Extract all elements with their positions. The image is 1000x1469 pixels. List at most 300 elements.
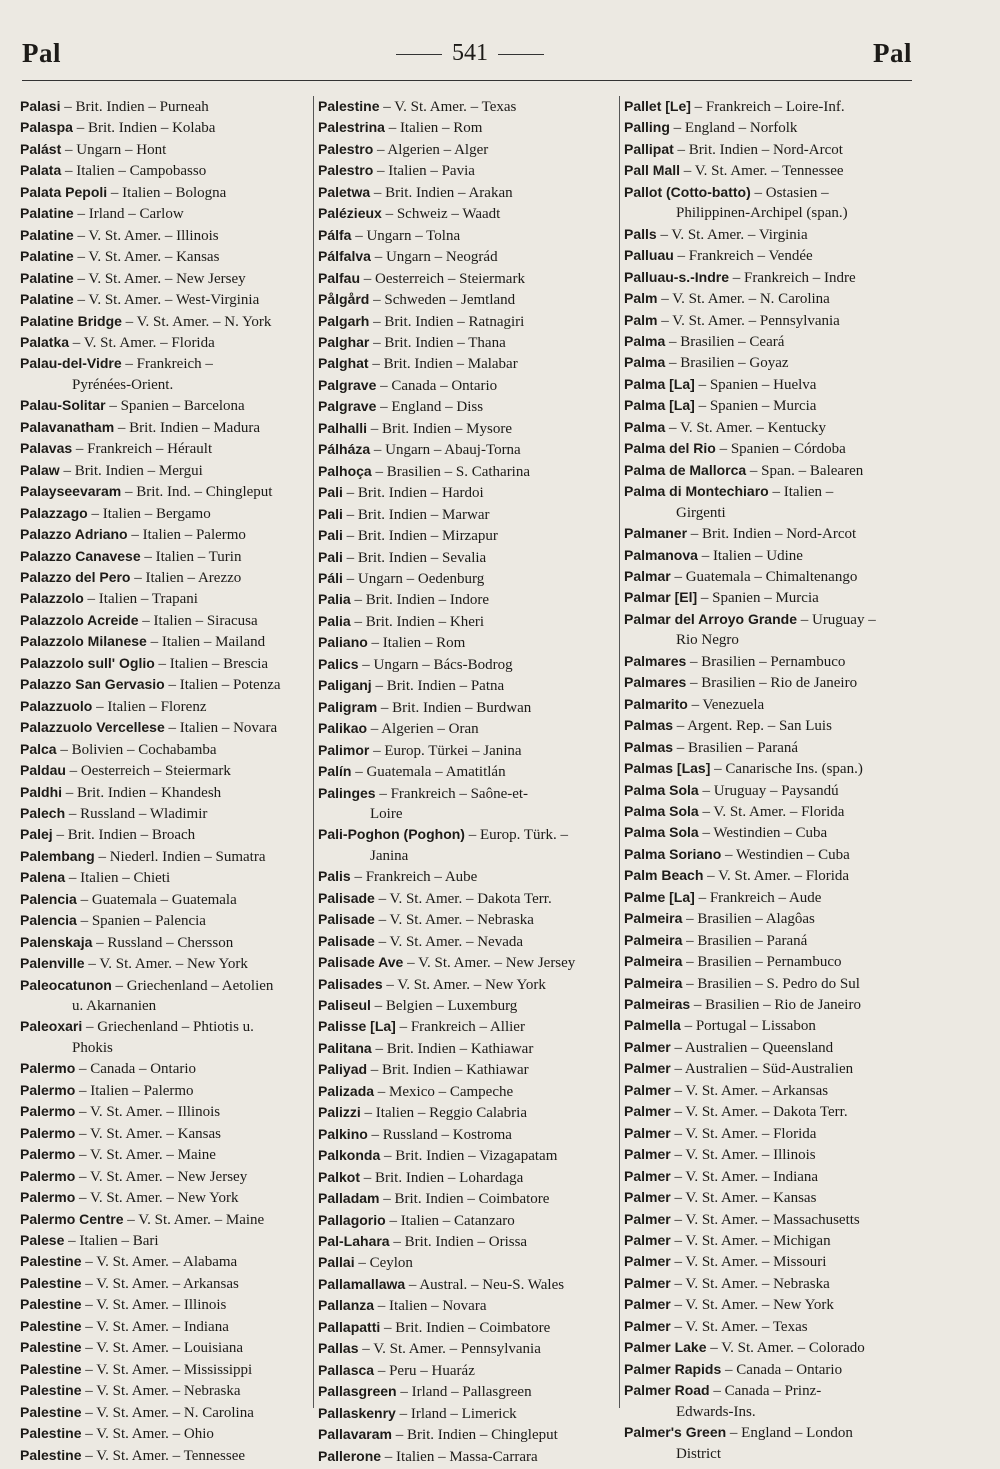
- gazetteer-entry: [624, 908, 920, 929]
- entry-location: – V. St. Amer. – West-Virginia: [73, 292, 260, 309]
- entry-headword: Palma Soriano: [624, 845, 722, 862]
- entry-headword: Pallapatti: [318, 1318, 381, 1335]
- entry-headword: Palatine Bridge: [20, 312, 122, 329]
- entry-headword: Palma: [624, 418, 666, 435]
- gazetteer-entry: [20, 1316, 316, 1337]
- gazetteer-entry: [318, 418, 614, 439]
- entry-headword: Palena: [20, 869, 66, 886]
- entry-headword: Palisade: [318, 911, 375, 928]
- entry-headword: Palermo: [20, 1060, 76, 1077]
- entry-location: – Italien – Rom: [384, 120, 483, 137]
- entry-headword: Palermo: [20, 1081, 76, 1098]
- entry-location: – V. St. Amer. – Kentucky: [665, 419, 826, 436]
- gazetteer-column-3: [624, 96, 920, 1464]
- entry-location: – V. St. Amer. – New Jersey: [75, 1168, 248, 1185]
- entry-location: – V. St. Amer. – Alabama: [81, 1254, 238, 1271]
- entry-headword: Palmeira: [624, 974, 683, 991]
- entry-headword: Palenskaja: [20, 933, 93, 950]
- entry-location: – Griechenland – Phtiotis u.: [82, 1019, 254, 1036]
- gazetteer-entry: [20, 524, 316, 545]
- gazetteer-entry: [318, 182, 614, 203]
- gazetteer-entry: [624, 331, 920, 352]
- gazetteer-entry: [624, 1380, 920, 1422]
- gazetteer-entry: [624, 245, 920, 266]
- gazetteer-entry: [624, 1058, 920, 1079]
- page-number: [380, 40, 560, 67]
- entry-headword: Palestine: [20, 1253, 82, 1270]
- entry-location: – Italien – Massa-Carrara: [381, 1448, 538, 1465]
- entry-location: – V. St. Amer. – New York: [382, 976, 546, 993]
- entry-headword: Palmer Rapids: [624, 1360, 722, 1377]
- entry-headword: Palestine: [20, 1382, 82, 1399]
- entry-headword: Palkot: [318, 1168, 361, 1185]
- gazetteer-entry: [624, 672, 920, 693]
- entry-headword: Palmer: [624, 1296, 671, 1313]
- entry-headword: Palls: [624, 225, 657, 242]
- page-header: [0, 0, 1000, 90]
- gazetteer-entry: [20, 182, 316, 203]
- entry-headword: Palestine: [20, 1296, 82, 1313]
- gazetteer-entry: [20, 117, 316, 138]
- entry-location: – Belgien – Luxemburg: [370, 998, 518, 1015]
- entry-headword: Palencia: [20, 890, 77, 907]
- entry-location: – V. St. Amer. – Kansas: [75, 1125, 221, 1142]
- gazetteer-entry: [624, 1101, 920, 1122]
- gazetteer-entry: [20, 760, 316, 781]
- entry-headword: Palmares: [624, 652, 687, 669]
- gazetteer-entry: [20, 867, 316, 888]
- entry-headword: Pallagorio: [318, 1211, 386, 1228]
- entry-location: – V. St. Amer. – Nebraska: [374, 912, 534, 929]
- gazetteer-entry: [20, 546, 316, 567]
- entry-location: – Brasilien – Ceará: [665, 333, 785, 350]
- gazetteer-entry: [20, 1402, 316, 1423]
- gazetteer-entry: [624, 1251, 920, 1272]
- gazetteer-entry: [318, 525, 614, 546]
- gazetteer-entry: [624, 1422, 920, 1464]
- entry-headword: Palmares: [624, 674, 687, 691]
- entry-headword: Palkino: [318, 1125, 368, 1142]
- gazetteer-entry: [20, 932, 316, 953]
- entry-location: – Brit. Indien – Arakan: [370, 184, 513, 201]
- entry-location: – V. St. Amer. – Arkansas: [81, 1275, 239, 1292]
- gazetteer-entry: [318, 974, 614, 995]
- entry-headword: Palisade: [318, 889, 375, 906]
- entry-headword: Palma Sola: [624, 802, 699, 819]
- entry-headword: Palazzuolo: [20, 697, 93, 714]
- entry-location: – Brasilien – Paraná: [682, 932, 808, 949]
- entry-location: – Ungarn – Hont: [61, 141, 167, 158]
- entry-continuation: Philippinen-Archipel (span.): [676, 205, 848, 222]
- entry-location: – Europ. Türk. –: [464, 827, 569, 844]
- entry-location: – Frankreich – Aude: [694, 889, 822, 906]
- entry-location: – Italien – Rom: [367, 635, 466, 652]
- entry-headword: Palermo: [20, 1167, 76, 1184]
- entry-location: – Brit. Ind. – Chingleput: [121, 484, 273, 501]
- gazetteer-entry: [624, 1209, 920, 1230]
- entry-headword: Paliseul: [318, 997, 371, 1014]
- gazetteer-entry: [20, 460, 316, 481]
- gazetteer-entry: [318, 268, 614, 289]
- entry-location: – Schweden – Jemtland: [369, 292, 516, 309]
- gazetteer-entry: [318, 160, 614, 181]
- entry-location: – Canada – Prinz-: [709, 1383, 822, 1400]
- gazetteer-column-1: [20, 96, 316, 1466]
- entry-headword: Palisse [La]: [318, 1018, 396, 1035]
- gazetteer-entry: [624, 352, 920, 373]
- entry-location: – Brit. Indien – Kathiawar: [371, 1040, 534, 1057]
- entry-headword: Pallasca: [318, 1361, 375, 1378]
- entry-headword: Pálfalva: [318, 248, 371, 265]
- entry-headword: Palau-Solitar: [20, 397, 106, 414]
- gazetteer-entry: [624, 545, 920, 566]
- gazetteer-entry: [624, 1080, 920, 1101]
- entry-headword: Palhoça: [318, 462, 372, 479]
- entry-location: – Frankreich – Aube: [350, 869, 478, 886]
- entry-headword: Palestrina: [318, 119, 385, 136]
- entry-headword: Palics: [318, 655, 359, 672]
- entry-location: – Brit. Indien – Kolaba: [72, 120, 216, 137]
- gazetteer-entry: [624, 1166, 920, 1187]
- gazetteer-entry: [20, 225, 316, 246]
- entry-location: – Italien – Udine: [697, 547, 803, 564]
- entry-headword: Palm: [624, 311, 658, 328]
- entry-headword: Pallot (Cotto-batto): [624, 183, 751, 200]
- gazetteer-entry: [624, 117, 920, 138]
- gazetteer-entry: [318, 482, 614, 503]
- entry-headword: Palmas [Las]: [624, 760, 711, 777]
- entry-headword: Palasi: [20, 98, 61, 114]
- entry-location: – Italien – Bologna: [107, 184, 227, 201]
- entry-headword: Palermo: [20, 1189, 76, 1206]
- entry-headword: Palmer: [624, 1167, 671, 1184]
- entry-headword: Palermo: [20, 1124, 76, 1141]
- gazetteer-entry: [318, 931, 614, 952]
- entry-headword: Pali-Poghon (Poghon): [318, 826, 465, 843]
- entry-headword: Palestine: [20, 1317, 82, 1334]
- entry-location: – V. St. Amer. – N. Carolina: [81, 1404, 254, 1421]
- entry-headword: Palatine: [20, 205, 74, 222]
- entry-headword: Palavanatham: [20, 418, 115, 435]
- entry-headword: Pali: [318, 505, 343, 522]
- gazetteer-entry: [624, 801, 920, 822]
- entry-headword: Palinges: [318, 784, 376, 801]
- entry-location: – Brit. Indien – Burdwan: [377, 699, 532, 716]
- entry-headword: Palimor: [318, 741, 370, 758]
- entry-headword: Palisade Ave: [318, 954, 404, 971]
- gazetteer-entry: [624, 609, 920, 651]
- entry-continuation: Pyrénées-Orient.: [72, 376, 174, 393]
- entry-location: – Guatemala – Guatemala: [76, 891, 237, 908]
- entry-headword: Pallamallawa: [318, 1275, 406, 1292]
- entry-headword: Palestine: [20, 1446, 82, 1463]
- gazetteer-entry: [318, 1338, 614, 1359]
- gazetteer-entry: [624, 460, 920, 481]
- entry-location: – V. St. Amer. – Indiana: [81, 1318, 229, 1335]
- entry-headword: Palluau: [624, 247, 674, 264]
- gazetteer-entry: [318, 675, 614, 696]
- gazetteer-entry: [20, 1144, 316, 1165]
- gazetteer-entry: [624, 267, 920, 288]
- gazetteer-entry: [318, 654, 614, 675]
- entry-location: – Spanien – Murcia: [694, 398, 817, 415]
- entry-location: – Italien – Pavia: [373, 163, 475, 180]
- gazetteer-entry: [624, 822, 920, 843]
- gazetteer-entry: [20, 782, 316, 803]
- gazetteer-entry: [624, 395, 920, 416]
- entry-headword: Palazzolo: [20, 590, 84, 607]
- gazetteer-entry: [318, 96, 614, 117]
- gazetteer-entry: [318, 1145, 614, 1166]
- entry-headword: Palestine: [20, 1360, 82, 1377]
- entry-location: – Spanien – Murcia: [697, 590, 819, 607]
- entry-location: – Italien – Catanzaro: [385, 1212, 515, 1229]
- entry-location: – Frankreich – Saône-et-: [375, 785, 529, 802]
- gazetteer-entry: [624, 1144, 920, 1165]
- gazetteer-entry: [624, 1230, 920, 1251]
- entry-location: – Oesterreich – Steiermark: [360, 270, 525, 287]
- entry-location: – Spanien – Huelva: [694, 376, 817, 393]
- entry-headword: Palazzolo Acreide: [20, 611, 139, 628]
- entry-location: – V. St. Amer. – New Jersey: [73, 270, 246, 287]
- gazetteer-entry: [318, 547, 614, 568]
- entry-headword: Pallasgreen: [318, 1383, 397, 1400]
- entry-location: – Europ. Türkei – Janina: [369, 742, 522, 759]
- entry-headword: Palitana: [318, 1039, 372, 1056]
- gazetteer-entry: [318, 139, 614, 160]
- entry-headword: Palese: [20, 1232, 65, 1249]
- entry-location: – V. St. Amer. – Illinois: [73, 227, 219, 244]
- gazetteer-entry: [20, 1166, 316, 1187]
- gazetteer-entry: [20, 610, 316, 631]
- entry-location: – Mexico – Campeche: [374, 1083, 514, 1100]
- gazetteer-entry: [318, 439, 614, 460]
- entry-location: – Brit. Indien – Madura: [114, 419, 260, 436]
- entry-headword: Palmer Lake: [624, 1339, 707, 1356]
- entry-headword: Paliyad: [318, 1061, 368, 1078]
- entry-headword: Palkonda: [318, 1147, 381, 1164]
- gazetteer-entry: [318, 117, 614, 138]
- entry-headword: Palling: [624, 119, 670, 136]
- entry-location: – V. St. Amer. – Mississippi: [81, 1361, 253, 1378]
- gazetteer-entry: [20, 1080, 316, 1101]
- entry-location: – England – London: [726, 1425, 853, 1442]
- gazetteer-entry: [318, 1252, 614, 1273]
- entry-headword: Palghat: [318, 355, 369, 372]
- entry-location: – Schweiz – Waadt: [381, 206, 501, 223]
- gazetteer-entry: [318, 1210, 614, 1231]
- entry-location: – Brit. Indien – Purneah: [60, 99, 209, 115]
- entry-headword: Paleocatunon: [20, 976, 112, 993]
- entry-location: – Brit. Indien – Marwar: [342, 506, 490, 523]
- entry-location: – Uruguay – Paysandú: [698, 782, 839, 799]
- entry-location: – Griechenland – Aetolien: [111, 977, 274, 994]
- entry-location: – V. St. Amer. – Pennsylvania: [358, 1341, 541, 1358]
- entry-headword: Palme [La]: [624, 888, 695, 905]
- entry-headword: Palmaner: [624, 525, 688, 542]
- entry-location: – Italien – Potenza: [164, 677, 281, 694]
- entry-location: – Peru – Huaráz: [374, 1362, 475, 1379]
- entry-headword: Paliano: [318, 634, 368, 651]
- gazetteer-entry: [318, 461, 614, 482]
- gazetteer-entry: [20, 1251, 316, 1272]
- entry-location: – Brasilien – Rio de Janeiro: [686, 675, 858, 692]
- entry-headword: Palladam: [318, 1190, 380, 1207]
- entry-headword: Palmar: [624, 567, 671, 584]
- entry-headword: Palazzago: [20, 504, 88, 521]
- entry-headword: Palermo: [20, 1103, 76, 1120]
- entry-headword: Palizzi: [318, 1104, 361, 1121]
- entry-headword: Palhalli: [318, 419, 368, 436]
- entry-location: – V. St. Amer. – Dakota Terr.: [374, 890, 552, 907]
- entry-headword: Palech: [20, 804, 66, 821]
- gazetteer-entry: [20, 139, 316, 160]
- gazetteer-entry: [318, 375, 614, 396]
- entry-headword: Palghar: [318, 333, 370, 350]
- gazetteer-entry: [318, 396, 614, 417]
- gazetteer-entry: [624, 994, 920, 1015]
- entry-headword: Pålgård: [318, 291, 370, 308]
- entry-location: – V. St. Amer. – Kansas: [73, 249, 220, 266]
- entry-headword: Palmeiras: [624, 996, 691, 1013]
- entry-location: – Brit. Indien – Ratnagiri: [369, 313, 525, 330]
- entry-location: – Australien – Süd-Australien: [670, 1061, 854, 1078]
- entry-location: – Frankreich – Indre: [729, 269, 856, 286]
- entry-headword: Pallipat: [624, 140, 674, 157]
- entry-location: – Canada – Ontario: [376, 377, 498, 394]
- entry-location: – Brasilien – Pernambuco: [682, 954, 842, 971]
- gazetteer-entry: [318, 888, 614, 909]
- entry-headword: Paldau: [20, 762, 66, 779]
- entry-headword: Páli: [318, 569, 343, 586]
- gazetteer-entry: [624, 1294, 920, 1315]
- entry-location: – Italien – Trapani: [83, 591, 198, 608]
- gazetteer-entry: [318, 568, 614, 589]
- gazetteer-entry: [318, 289, 614, 310]
- entry-location: – Brit. Indien – Lohardaga: [360, 1169, 524, 1186]
- entry-headword: Palayseevaram: [20, 483, 122, 500]
- entry-headword: Palmer: [624, 1189, 671, 1206]
- gazetteer-entry: [318, 740, 614, 761]
- gazetteer-entry: [20, 1016, 316, 1058]
- gazetteer-entry: [20, 1187, 316, 1208]
- entry-headword: Palmas: [624, 717, 674, 734]
- entry-location: – V. St. Amer. – Florida: [670, 1125, 817, 1142]
- gazetteer-entry: [318, 311, 614, 332]
- entry-continuation: Phokis: [72, 1039, 113, 1056]
- gazetteer-entry: [20, 696, 316, 717]
- gazetteer-entry: [20, 803, 316, 824]
- entry-headword: Pallanza: [318, 1297, 375, 1314]
- gazetteer-entry: [624, 587, 920, 608]
- gazetteer-entry: [624, 951, 920, 972]
- entry-location: – V. St. Amer. – Illinois: [75, 1104, 221, 1121]
- entry-location: – V. St. Amer. – Louisiana: [81, 1340, 244, 1357]
- entry-continuation: Janina: [370, 847, 409, 864]
- entry-location: – Ungarn – Tolna: [351, 227, 461, 244]
- entry-location: – V. St. Amer. – Texas: [379, 99, 517, 115]
- running-head-left: Pal: [22, 38, 61, 68]
- gazetteer-entry: [624, 139, 920, 160]
- entry-location: – Brit. Indien – Coimbatore: [380, 1319, 551, 1336]
- entry-continuation: Rio Negro: [676, 632, 739, 649]
- entry-continuation: District: [676, 1445, 721, 1462]
- gazetteer-entry: [20, 481, 316, 502]
- gazetteer-entry: [20, 1273, 316, 1294]
- entry-location: – V. St. Amer. – New York: [84, 956, 248, 973]
- entry-headword: Palgrave: [318, 398, 377, 415]
- entry-location: – Russland – Kostroma: [367, 1126, 512, 1143]
- entry-headword: Palazzo San Gervasio: [20, 676, 165, 693]
- gazetteer-entry: [318, 632, 614, 653]
- entry-location: – Brit. Indien – Vizagapatam: [380, 1148, 558, 1165]
- entry-headword: Paldhi: [20, 783, 63, 800]
- entry-location: – V. St. Amer. – New Jersey: [403, 955, 576, 972]
- entry-headword: Palaspa: [20, 119, 73, 136]
- gazetteer-entry: [318, 718, 614, 739]
- entry-location: – Brit. Indien – Kheri: [350, 613, 485, 630]
- entry-location: – V. St. Amer. – Michigan: [670, 1233, 831, 1250]
- gazetteer-entry: [624, 1337, 920, 1358]
- entry-headword: Palmer Road: [624, 1382, 710, 1399]
- entry-location: – Venezuela: [687, 696, 765, 713]
- entry-headword: Palmer: [624, 1317, 671, 1334]
- gazetteer-entry: [20, 631, 316, 652]
- entry-headword: Palisade: [318, 932, 375, 949]
- entry-continuation: Edwards-Ins.: [676, 1403, 756, 1420]
- entry-headword: Palestine: [318, 98, 380, 114]
- entry-headword: Palembang: [20, 847, 95, 864]
- entry-headword: Palia: [318, 612, 351, 629]
- gazetteer-entry: [20, 417, 316, 438]
- entry-location: – V. St. Amer. – Virginia: [656, 226, 808, 243]
- gazetteer-entry: [624, 865, 920, 886]
- entry-location: – V. St. Amer. – Tennessee: [680, 163, 844, 180]
- gazetteer-entry: [20, 846, 316, 867]
- entry-location: – Spanien – Barcelona: [105, 398, 245, 415]
- entry-continuation: Loire: [370, 805, 403, 822]
- entry-location: – Frankreich – Hérault: [72, 441, 213, 458]
- entry-location: – Brit. Indien – Mirzapur: [342, 528, 498, 545]
- entry-location: – V. St. Amer. – Missouri: [670, 1254, 827, 1271]
- entry-headword: Palmar del Arroyo Grande: [624, 610, 797, 627]
- entry-headword: Palm Beach: [624, 867, 704, 884]
- entry-headword: Palikao: [318, 720, 368, 737]
- entry-headword: Pali: [318, 527, 343, 544]
- gazetteer-column-2: [318, 96, 614, 1467]
- gazetteer-entry: [20, 1058, 316, 1079]
- entry-location: – Italien – Mailand: [146, 634, 266, 651]
- gazetteer-entry: [20, 1337, 316, 1358]
- entry-location: – Ungarn – Abauj-Torna: [370, 442, 521, 459]
- entry-headword: Palatine: [20, 269, 74, 286]
- entry-headword: Paletwa: [318, 183, 371, 200]
- gazetteer-entry: [318, 225, 614, 246]
- entry-location: – V. St. Amer. – Texas: [670, 1318, 808, 1335]
- entry-location: – Frankreich – Allier: [395, 1019, 525, 1036]
- gazetteer-entry: [20, 975, 316, 1017]
- entry-location: – Ostasien –: [750, 184, 829, 201]
- entry-headword: Palizada: [318, 1082, 375, 1099]
- entry-headword: Pall Mall: [624, 162, 681, 179]
- entry-location: – Frankreich –: [121, 356, 213, 373]
- gazetteer-entry: [318, 1317, 614, 1338]
- entry-location: – Italien –: [768, 484, 834, 501]
- entry-location: – Australien – Queensland: [670, 1039, 834, 1056]
- entry-headword: Palmer: [624, 1124, 671, 1141]
- entry-headword: Pálháza: [318, 441, 371, 458]
- gazetteer-entry: [20, 311, 316, 332]
